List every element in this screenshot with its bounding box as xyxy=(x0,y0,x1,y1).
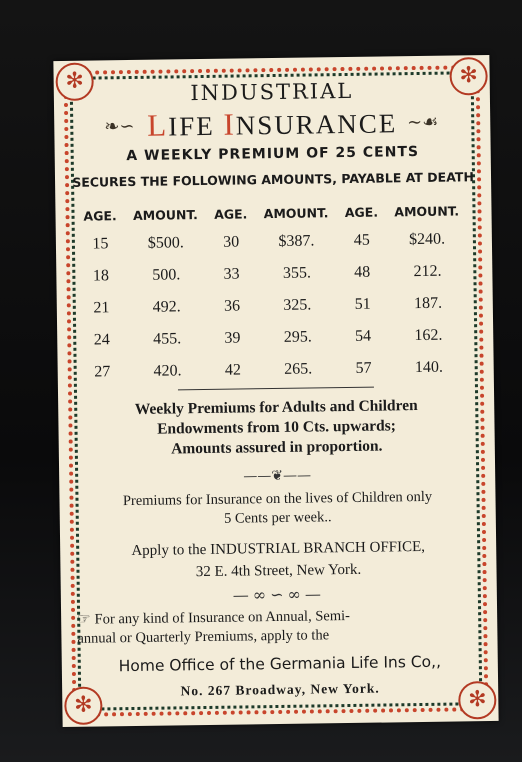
column-header: AGE. xyxy=(344,204,379,220)
age-cell: 21 xyxy=(93,299,110,317)
amount-cell: 325. xyxy=(283,296,312,314)
corner-rosette-icon: ✻ xyxy=(458,681,497,720)
table-row xyxy=(80,351,472,388)
children-line-2: 5 Cents per week.. xyxy=(223,509,332,527)
address-line: No. 267 Broadway, New York. xyxy=(180,680,380,699)
age-cell: 42 xyxy=(224,361,242,379)
age-cell: 36 xyxy=(223,297,241,315)
age-cell: 48 xyxy=(354,263,371,281)
pointing-hand-icon: ☞ xyxy=(77,611,91,628)
title-cap-l: L xyxy=(147,107,169,143)
amount-cell: 162. xyxy=(414,326,443,345)
swirl-ornament-icon: —∞∽∞— xyxy=(232,584,326,605)
amount-cell: 140. xyxy=(414,358,444,377)
weekly-line-1: Weekly Premiums for Adults and Children xyxy=(134,397,418,418)
home-office-line: Home Office of the Germania Life Ins Co,, xyxy=(118,652,442,676)
age-cell: 57 xyxy=(355,359,372,377)
annual-block xyxy=(77,605,483,649)
amount-cell: 212. xyxy=(413,262,442,281)
amount-cell: 265. xyxy=(284,360,313,378)
age-cell: 33 xyxy=(223,265,240,283)
flourish-ornament-icon: ❧∽ xyxy=(104,115,135,138)
amount-cell: 455. xyxy=(153,330,182,348)
apply-line-1: Apply to the INDUSTRIAL BRANCH OFFICE, xyxy=(131,538,426,560)
amount-cell: 420. xyxy=(153,362,182,380)
premium-line: A WEEKLY PREMIUM OF 25 CENTS xyxy=(126,143,420,165)
column-header: AMOUNT. xyxy=(132,206,198,223)
children-line-1: Premiums for Insurance on the lives of Children only xyxy=(122,488,433,510)
apply-line-2: 32 E. 4th Street, New York. xyxy=(195,561,362,581)
column-header: AMOUNT. xyxy=(394,202,460,219)
weekly-premiums-block xyxy=(68,395,485,461)
divider-ornament-icon: ——❦—— xyxy=(243,467,312,485)
amount-cell: $387. xyxy=(278,232,315,250)
age-cell: 39 xyxy=(224,329,241,347)
column-header: AGE. xyxy=(214,205,248,222)
rates-table xyxy=(77,197,472,388)
annual-line-2: annual or Quarterly Premiums, apply to the xyxy=(77,627,330,647)
amount-cell: 295. xyxy=(283,328,312,346)
age-cell: 51 xyxy=(354,295,371,313)
annual-line-1: For any kind of Insurance on Annual, Semi- xyxy=(94,607,351,628)
column-header: AGE. xyxy=(83,207,117,224)
amount-cell: $240. xyxy=(408,230,446,249)
weekly-line-3: Amounts assured in proportion. xyxy=(171,437,383,458)
secures-line: SECURES THE FOLLOWING AMOUNTS, PAYABLE AT DEATH xyxy=(72,169,474,190)
title-cap-i: I xyxy=(223,106,236,142)
flourish-ornament-icon: ∼☙ xyxy=(406,111,439,134)
insurance-card xyxy=(53,55,498,727)
amount-cell: 500. xyxy=(152,266,181,284)
age-cell: 24 xyxy=(93,331,110,349)
corner-rosette-icon: ✻ xyxy=(449,57,488,96)
corner-rosette-icon: ✻ xyxy=(64,686,103,725)
age-cell: 18 xyxy=(92,267,110,285)
column-header: AMOUNT. xyxy=(263,204,329,221)
amount-cell: $500. xyxy=(147,234,184,252)
age-cell: 45 xyxy=(353,231,370,249)
apply-block xyxy=(72,535,485,585)
title-rest-ife: IFE xyxy=(167,110,224,142)
age-cell: 54 xyxy=(355,327,372,345)
title-rest-nsurance: NSURANCE xyxy=(235,108,398,141)
corner-rosette-icon: ✻ xyxy=(55,63,94,102)
title-industrial: INDUSTRIAL xyxy=(190,78,354,106)
weekly-line-2: Endowments from 10 Cts. upwards; xyxy=(157,417,396,438)
children-block xyxy=(75,487,479,531)
amount-cell: 187. xyxy=(413,294,443,313)
age-cell: 27 xyxy=(94,363,111,381)
amount-cell: 492. xyxy=(152,298,181,316)
amount-cell: 355. xyxy=(282,264,312,282)
age-cell: 15 xyxy=(92,235,109,253)
age-cell: 30 xyxy=(223,233,240,251)
